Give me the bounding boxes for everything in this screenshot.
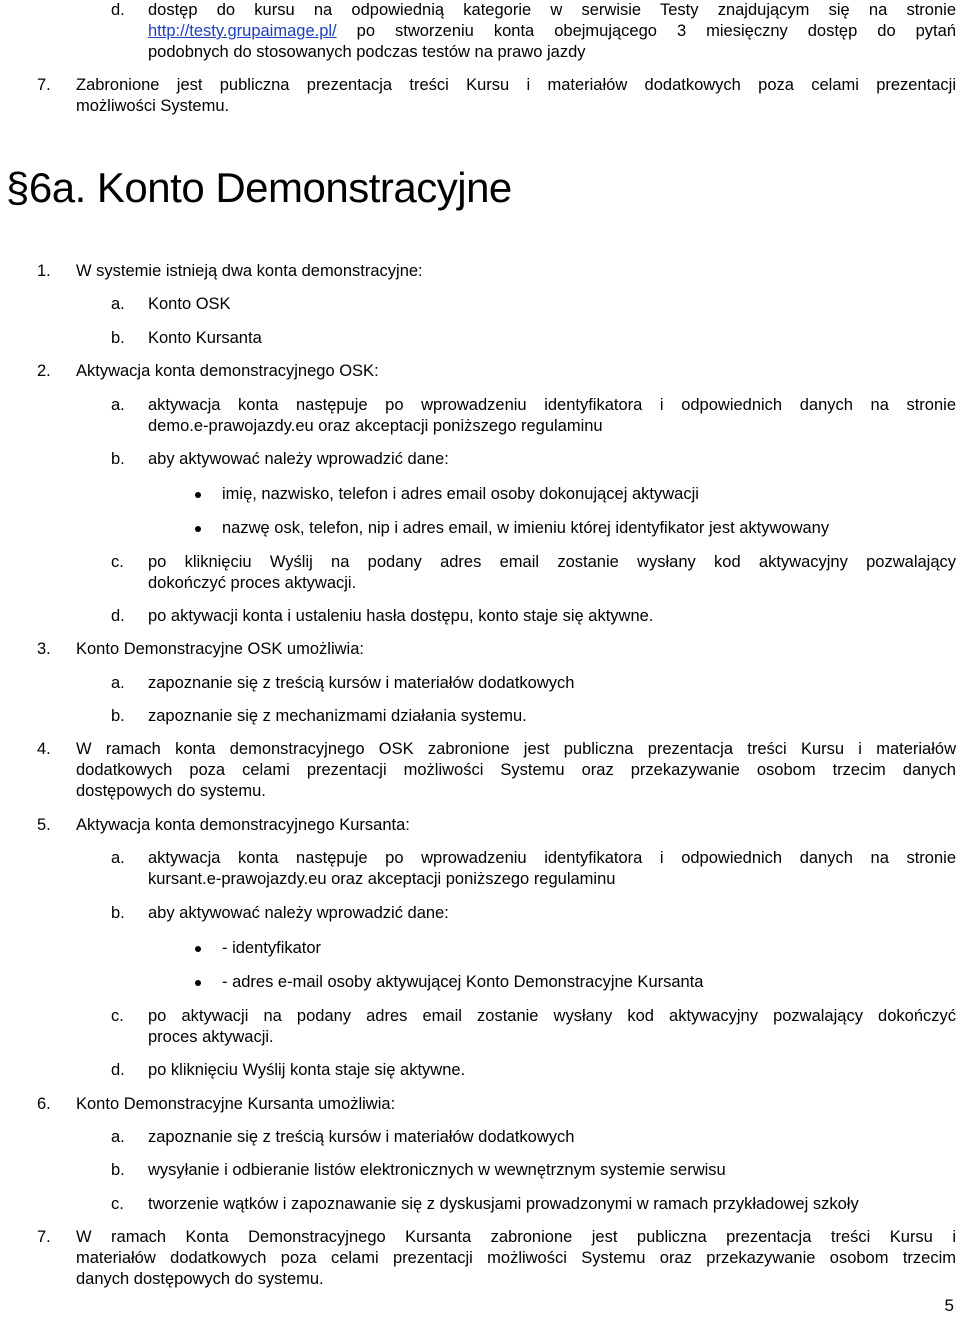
list-item: aby aktywować należy wprowadzić dane: <box>148 904 449 922</box>
paragraph-line: dokończyć proces aktywacji. <box>148 574 357 592</box>
list-marker: 5. <box>37 816 51 834</box>
list-marker: a. <box>111 295 125 313</box>
paragraph-line: proces aktywacji. <box>148 1028 274 1046</box>
list-marker: b. <box>111 450 125 468</box>
bullet-icon <box>195 980 201 986</box>
list-item: zapoznanie się z treścią kursów i materiałów dodatkowych <box>148 674 575 692</box>
list-marker: 7. <box>37 76 51 94</box>
section-heading: §6a. Konto Demonstracyjne <box>6 164 512 211</box>
paragraph-line <box>148 21 956 42</box>
list-item: Konto OSK <box>148 295 231 313</box>
paragraph-line: po kliknięciu Wyślij na podany adres email zostanie wysłany kod aktywacyjny pozwalający <box>148 553 956 571</box>
list-marker: 3. <box>37 640 51 658</box>
list-item: zapoznanie się z mechanizmami działania systemu. <box>148 707 527 725</box>
paragraph-line: W ramach konta demonstracyjnego OSK zabronione jest publiczna prezentacja treści Kursu i materiałów <box>76 740 956 758</box>
list-marker: 6. <box>37 1095 51 1113</box>
bullet-item: imię, nazwisko, telefon i adres email osoby dokonującej aktywacji <box>222 485 699 503</box>
list-item: Aktywacja konta demonstracyjnego OSK: <box>76 362 379 380</box>
list-item: po aktywacji konta i ustaleniu hasła dostępu, konto staje się aktywne. <box>148 607 654 625</box>
paragraph-line: materiałów dodatkowych poza celami prezentacji możliwości Systemu oraz przekazywanie osobom trzecim <box>76 1249 956 1267</box>
paragraph-line: Zabronione jest publiczna prezentacja treści Kursu i materiałów dodatkowych poza celami prezentacji <box>76 76 956 94</box>
bullet-icon <box>195 492 201 498</box>
bullet-icon <box>195 526 201 532</box>
list-marker: 4. <box>37 740 51 758</box>
list-item: po kliknięciu Wyślij konta staje się aktywne. <box>148 1061 466 1079</box>
list-marker: 7. <box>37 1228 51 1246</box>
paragraph-line: kursant.e-prawojazdy.eu oraz akceptacji poniższego regulaminu <box>148 870 616 888</box>
list-item: aby aktywować należy wprowadzić dane: <box>148 450 449 468</box>
paragraph-text: po stworzeniu konta obejmującego 3 miesięczny dostęp do pytań <box>336 22 956 40</box>
list-marker: b. <box>111 904 125 922</box>
paragraph-line: dostęp do kursu na odpowiednią kategorie w serwisie Testy znajdującym się na stronie <box>148 1 956 19</box>
list-item: zapoznanie się z treścią kursów i materiałów dodatkowych <box>148 1128 575 1146</box>
bullet-item: - identyfikator <box>222 939 322 957</box>
list-marker: b. <box>111 1161 125 1179</box>
list-marker: b. <box>111 329 125 347</box>
list-item: Aktywacja konta demonstracyjnego Kursanta: <box>76 816 410 834</box>
list-marker: a. <box>111 674 125 692</box>
list-marker: a. <box>111 1128 125 1146</box>
page-number: 5 <box>944 1296 954 1315</box>
bullet-item: nazwę osk, telefon, nip i adres email, w imieniu której identyfikator jest aktywowany <box>222 519 830 537</box>
list-item: Konto Demonstracyjne OSK umożliwia: <box>76 640 364 658</box>
paragraph-line: podobnych do stosowanych podczas testów na prawo jazdy <box>148 43 586 61</box>
testy-link[interactable]: http://testy.grupaimage.pl/ <box>148 22 337 40</box>
list-marker: c. <box>111 1007 124 1025</box>
list-marker: b. <box>111 707 125 725</box>
paragraph-line: po aktywacji na podany adres email zostanie wysłany kod aktywacyjny pozwalający dokończyć <box>148 1007 956 1025</box>
list-marker: d. <box>111 1 125 19</box>
paragraph-line: dodatkowych poza celami prezentacji możliwości Systemu oraz przekazywanie osobom trzecim danych <box>76 761 956 779</box>
list-item: wysyłanie i odbieranie listów elektronicznych w wewnętrznym systemie serwisu <box>148 1161 726 1179</box>
paragraph-line: aktywacja konta następuje po wprowadzeniu identyfikatora i odpowiednich danych na stronie <box>148 396 956 414</box>
list-marker: c. <box>111 1195 124 1213</box>
list-item: Konto Demonstracyjne Kursanta umożliwia: <box>76 1095 396 1113</box>
bullet-icon <box>195 946 201 952</box>
list-marker: d. <box>111 607 125 625</box>
paragraph-line: danych dostępowych do systemu. <box>76 1270 324 1288</box>
list-marker: a. <box>111 849 125 867</box>
list-marker: a. <box>111 396 125 414</box>
list-item: W systemie istnieją dwa konta demonstracyjne: <box>76 262 423 280</box>
list-marker: d. <box>111 1061 125 1079</box>
list-marker: 1. <box>37 262 51 280</box>
paragraph-line: demo.e-prawojazdy.eu oraz akceptacji poniższego regulaminu <box>148 417 603 435</box>
list-marker: 2. <box>37 362 51 380</box>
list-item: Konto Kursanta <box>148 329 262 347</box>
paragraph-line: aktywacja konta następuje po wprowadzeniu identyfikatora i odpowiednich danych na stronie <box>148 849 956 867</box>
list-item: tworzenie wątków i zapoznawanie się z dyskusjami prowadzonymi w ramach przykładowej szkoły <box>148 1195 859 1213</box>
paragraph-line: dostępowych do systemu. <box>76 782 266 800</box>
list-marker: c. <box>111 553 124 571</box>
bullet-item: - adres e-mail osoby aktywującej Konto Demonstracyjne Kursanta <box>222 973 704 991</box>
paragraph-line: możliwości Systemu. <box>76 97 230 115</box>
paragraph-line: W ramach Konta Demonstracyjnego Kursanta zabronione jest publiczna prezentacja treści Kursu i <box>76 1228 956 1246</box>
